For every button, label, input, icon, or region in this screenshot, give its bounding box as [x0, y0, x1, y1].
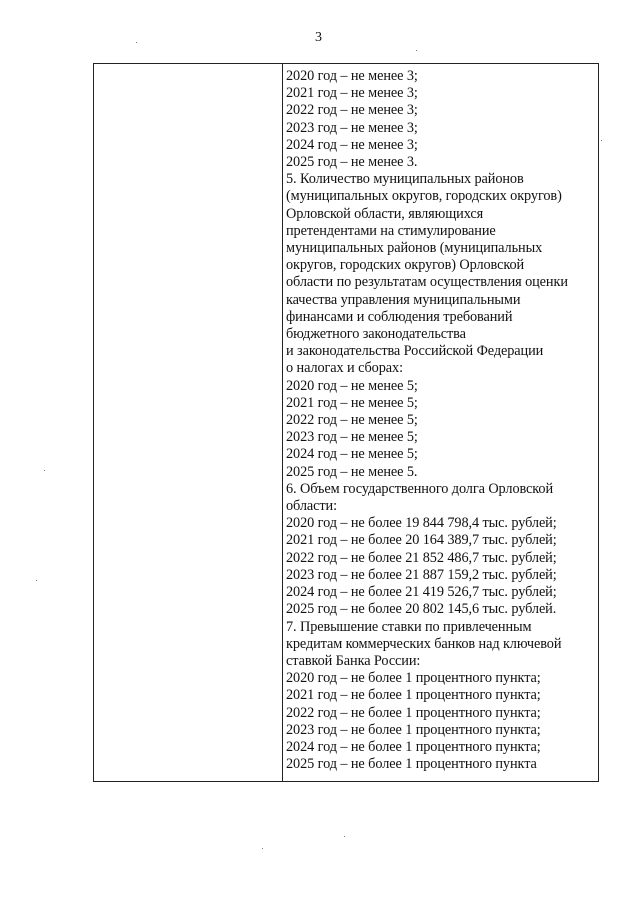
text-line: 7. Превышение ставки по привлеченным [286, 618, 532, 635]
text-line: области: [286, 498, 337, 515]
text-line: качества управления муниципальными [286, 291, 521, 308]
scan-speck [36, 580, 37, 581]
page-number: 3 [315, 30, 322, 45]
text-line: Орловской области, являющихся [286, 205, 484, 222]
text-line: 2022 год – не менее 3; [286, 102, 418, 119]
document-table [93, 63, 599, 782]
text-line: ставкой Банка России: [286, 652, 421, 669]
text-line: области по результатам осуществления оценки [286, 274, 568, 291]
scan-speck [416, 50, 417, 51]
text-line: 2020 год – не менее 3; [286, 68, 418, 84]
scan-speck [44, 470, 45, 471]
text-line: и законодательства Российской Федерации [286, 343, 544, 360]
text-line: 5. Количество муниципальных районов [286, 171, 524, 188]
text-line: 2023 год – не более 21 887 159,2 тыс. рублей; [286, 566, 557, 583]
text-line: (муниципальных округов, городских округов) [286, 188, 562, 205]
text-line: 2023 год – не менее 3; [286, 119, 418, 136]
text-line: округов, городских округов) Орловской [286, 257, 525, 274]
text-line: 2022 год – не менее 5; [286, 412, 418, 429]
text-line: 2020 год – не более 19 844 798,4 тыс. рублей; [286, 515, 557, 532]
text-line: кредитам коммерческих банков над ключевой [286, 635, 562, 652]
scan-speck [601, 140, 602, 141]
table-left-cell [94, 64, 283, 781]
text-line: 2020 год – не более 1 процентного пункта; [286, 670, 541, 687]
text-line: 2023 год – не более 1 процентного пункта; [286, 721, 541, 738]
text-line: 2024 год – не менее 3; [286, 136, 418, 153]
text-line: 2021 год – не более 20 164 389,7 тыс. рублей; [286, 532, 557, 549]
text-line: 2022 год – не более 21 852 486,7 тыс. рублей; [286, 549, 557, 566]
table-right-cell [283, 64, 598, 781]
text-line: о налогах и сборах: [286, 360, 403, 377]
text-line: финансами и соблюдения требований [286, 308, 513, 325]
text-line: 2022 год – не более 1 процентного пункта; [286, 704, 541, 721]
text-line: 6. Объем государственного долга Орловской [286, 480, 554, 497]
text-line: 2020 год – не менее 5; [286, 377, 418, 394]
scan-speck [136, 42, 137, 43]
text-line: бюджетного законодательства [286, 326, 466, 343]
text-line: 2021 год – не менее 3; [286, 85, 418, 102]
scan-speck [262, 848, 263, 849]
text-line: 2025 год – не более 20 802 145,6 тыс. рублей. [286, 601, 557, 618]
text-line: 2025 год – не менее 3. [286, 154, 418, 171]
text-line: 2024 год – не более 1 процентного пункта; [286, 738, 541, 755]
text-line: 2023 год – не менее 5; [286, 429, 418, 446]
text-line: претендентами на стимулирование [286, 222, 496, 239]
text-line: 2021 год – не более 1 процентного пункта; [286, 687, 541, 704]
text-line: 2025 год – не более 1 процентного пункта [286, 756, 537, 773]
text-line: 2024 год – не менее 5; [286, 446, 418, 463]
text-line: 2024 год – не более 21 419 526,7 тыс. рублей; [286, 584, 557, 601]
scan-speck [344, 836, 345, 837]
text-line: 2021 год – не менее 5; [286, 394, 418, 411]
text-line: муниципальных районов (муниципальных [286, 240, 543, 257]
text-line: 2025 год – не менее 5. [286, 463, 418, 480]
